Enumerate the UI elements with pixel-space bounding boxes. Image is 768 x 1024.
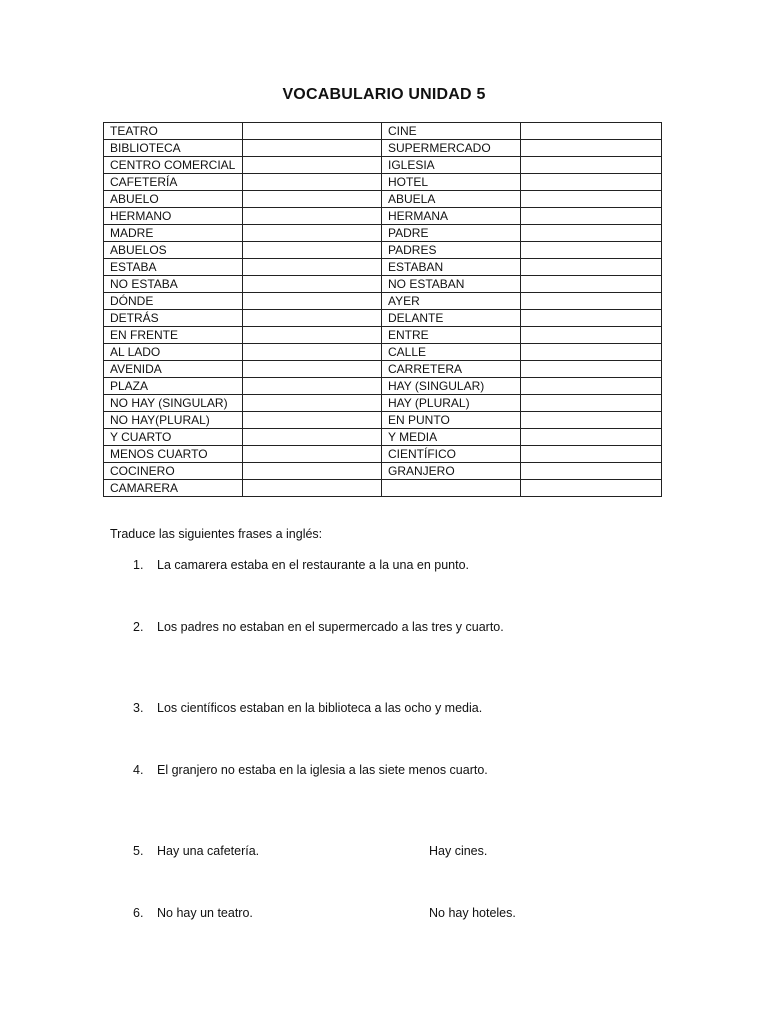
- translation-blank-cell[interactable]: [243, 446, 382, 463]
- translation-blank-cell[interactable]: [243, 378, 382, 395]
- table-row: [104, 463, 662, 480]
- translation-blank-cell[interactable]: [521, 361, 662, 378]
- sentence-text: Hay una cafetería.: [157, 844, 260, 858]
- table-row: [104, 412, 662, 429]
- spanish-term-cell: HAY (PLURAL): [382, 395, 521, 412]
- spanish-term-cell: DÓNDE: [104, 293, 243, 310]
- table-row: [104, 378, 662, 395]
- translation-blank-cell[interactable]: [521, 140, 662, 157]
- spanish-term-cell: DETRÁS: [104, 310, 243, 327]
- table-row: [104, 208, 662, 225]
- spanish-term-cell: AL LADO: [104, 344, 243, 361]
- spanish-term-cell: NO HAY (SINGULAR): [104, 395, 243, 412]
- spanish-term-cell: CAFETERÍA: [104, 174, 243, 191]
- sentence-text: La camarera estaba en el restaurante a la una en punto.: [157, 558, 470, 572]
- translation-blank-cell[interactable]: [521, 378, 662, 395]
- spanish-term-cell: HAY (SINGULAR): [382, 378, 521, 395]
- spanish-term-cell: GRANJERO: [382, 463, 521, 480]
- sentence-text: No hay un teatro.: [157, 906, 253, 920]
- spanish-term-cell: AVENIDA: [104, 361, 243, 378]
- spanish-term-cell: PADRE: [382, 225, 521, 242]
- spanish-term-cell: PLAZA: [104, 378, 243, 395]
- table-row: [104, 395, 662, 412]
- translation-blank-cell[interactable]: [521, 225, 662, 242]
- sentence-number: 2.: [133, 620, 144, 634]
- table-row: [104, 344, 662, 361]
- spanish-term-cell: IGLESIA: [382, 157, 521, 174]
- translation-blank-cell[interactable]: [243, 123, 382, 140]
- translation-blank-cell[interactable]: [243, 412, 382, 429]
- translation-blank-cell[interactable]: [243, 429, 382, 446]
- translation-blank-cell[interactable]: [243, 463, 382, 480]
- translation-blank-cell[interactable]: [521, 429, 662, 446]
- spanish-term-cell: Y CUARTO: [104, 429, 243, 446]
- translation-blank-cell[interactable]: [521, 191, 662, 208]
- spanish-term-cell: NO ESTABA: [104, 276, 243, 293]
- spanish-term-cell: CARRETERA: [382, 361, 521, 378]
- table-row: [104, 225, 662, 242]
- translation-blank-cell[interactable]: [521, 123, 662, 140]
- sentence-number: 5.: [133, 844, 144, 858]
- table-row: [104, 191, 662, 208]
- translation-blank-cell[interactable]: [521, 310, 662, 327]
- translation-blank-cell[interactable]: [521, 344, 662, 361]
- spanish-term-cell: NO HAY(PLURAL): [104, 412, 243, 429]
- page-title: VOCABULARIO UNIDAD 5: [282, 86, 486, 103]
- spanish-term-cell: ENTRE: [382, 327, 521, 344]
- translation-blank-cell[interactable]: [521, 157, 662, 174]
- translation-blank-cell[interactable]: [243, 327, 382, 344]
- spanish-term-cell: ESTABAN: [382, 259, 521, 276]
- spanish-term-cell: MENOS CUARTO: [104, 446, 243, 463]
- spanish-term-cell: ABUELOS: [104, 242, 243, 259]
- translation-blank-cell[interactable]: [243, 140, 382, 157]
- spanish-term-cell: ESTABA: [104, 259, 243, 276]
- sentence-text: Los científicos estaban en la biblioteca a las ocho y media.: [157, 701, 483, 715]
- spanish-term-cell: BIBLIOTECA: [104, 140, 243, 157]
- table-row: [104, 310, 662, 327]
- translation-blank-cell[interactable]: [243, 344, 382, 361]
- table-row: [104, 242, 662, 259]
- sentence-number: 6.: [133, 906, 144, 920]
- translation-blank-cell[interactable]: [243, 293, 382, 310]
- spanish-term-cell: PADRES: [382, 242, 521, 259]
- table-row: [104, 327, 662, 344]
- translation-blank-cell[interactable]: [243, 395, 382, 412]
- sentence-extra-text: Hay cines.: [429, 844, 488, 858]
- translation-blank-cell[interactable]: [521, 446, 662, 463]
- table-row: [104, 140, 662, 157]
- spanish-term-cell: COCINERO: [104, 463, 243, 480]
- spanish-term-cell: HERMANA: [382, 208, 521, 225]
- table-row: [104, 480, 662, 497]
- sentence-extra-text: No hay hoteles.: [429, 906, 516, 920]
- translation-blank-cell[interactable]: [243, 191, 382, 208]
- translation-blank-cell[interactable]: [243, 225, 382, 242]
- spanish-term-cell: CINE: [382, 123, 521, 140]
- spanish-term-cell: EN PUNTO: [382, 412, 521, 429]
- translation-blank-cell[interactable]: [243, 174, 382, 191]
- sentence-number: 4.: [133, 763, 144, 777]
- translation-blank-cell[interactable]: [243, 310, 382, 327]
- table-row: [104, 361, 662, 378]
- table-row: [104, 429, 662, 446]
- vocabulary-table: [103, 122, 662, 497]
- translation-blank-cell[interactable]: [243, 259, 382, 276]
- translation-blank-cell[interactable]: [521, 293, 662, 310]
- translation-blank-cell[interactable]: [243, 208, 382, 225]
- spanish-term-cell: AYER: [382, 293, 521, 310]
- table-row: [104, 174, 662, 191]
- table-row: [104, 259, 662, 276]
- spanish-term-cell: EN FRENTE: [104, 327, 243, 344]
- translation-blank-cell[interactable]: [521, 463, 662, 480]
- translation-blank-cell[interactable]: [521, 208, 662, 225]
- translation-blank-cell[interactable]: [521, 242, 662, 259]
- translation-blank-cell[interactable]: [521, 259, 662, 276]
- spanish-term-cell: TEATRO: [104, 123, 243, 140]
- table-row: [104, 123, 662, 140]
- sentence-text: El granjero no estaba en la iglesia a las siete menos cuarto.: [157, 763, 488, 777]
- instructions: Traduce las siguientes frases a inglés:: [110, 527, 323, 541]
- spanish-term-cell: CALLE: [382, 344, 521, 361]
- translation-blank-cell[interactable]: [521, 327, 662, 344]
- translation-blank-cell[interactable]: [521, 174, 662, 191]
- sentence-number: 1.: [133, 558, 144, 572]
- translation-blank-cell[interactable]: [243, 242, 382, 259]
- sentence-text: Los padres no estaban en el supermercado a las tres y cuarto.: [157, 620, 504, 634]
- translation-blank-cell[interactable]: [521, 480, 662, 497]
- translation-blank-cell[interactable]: [243, 157, 382, 174]
- table-row: [104, 276, 662, 293]
- translation-blank-cell[interactable]: [521, 276, 662, 293]
- spanish-term-cell: ABUELO: [104, 191, 243, 208]
- spanish-term-cell: ABUELA: [382, 191, 521, 208]
- spanish-term-cell: HOTEL: [382, 174, 521, 191]
- translation-blank-cell[interactable]: [243, 480, 382, 497]
- spanish-term-cell: Y MEDIA: [382, 429, 521, 446]
- translation-blank-cell[interactable]: [243, 361, 382, 378]
- spanish-term-cell: CIENTÍFICO: [382, 446, 521, 463]
- table-row: [104, 293, 662, 310]
- table-row: [104, 157, 662, 174]
- spanish-term-cell: [382, 480, 521, 497]
- spanish-term-cell: NO ESTABAN: [382, 276, 521, 293]
- spanish-term-cell: MADRE: [104, 225, 243, 242]
- spanish-term-cell: CENTRO COMERCIAL: [104, 157, 243, 174]
- sentence-number: 3.: [133, 701, 144, 715]
- translation-blank-cell[interactable]: [521, 395, 662, 412]
- table-row: [104, 446, 662, 463]
- translation-blank-cell[interactable]: [243, 276, 382, 293]
- translation-blank-cell[interactable]: [521, 412, 662, 429]
- spanish-term-cell: DELANTE: [382, 310, 521, 327]
- spanish-term-cell: CAMARERA: [104, 480, 243, 497]
- spanish-term-cell: SUPERMERCADO: [382, 140, 521, 157]
- spanish-term-cell: HERMANO: [104, 208, 243, 225]
